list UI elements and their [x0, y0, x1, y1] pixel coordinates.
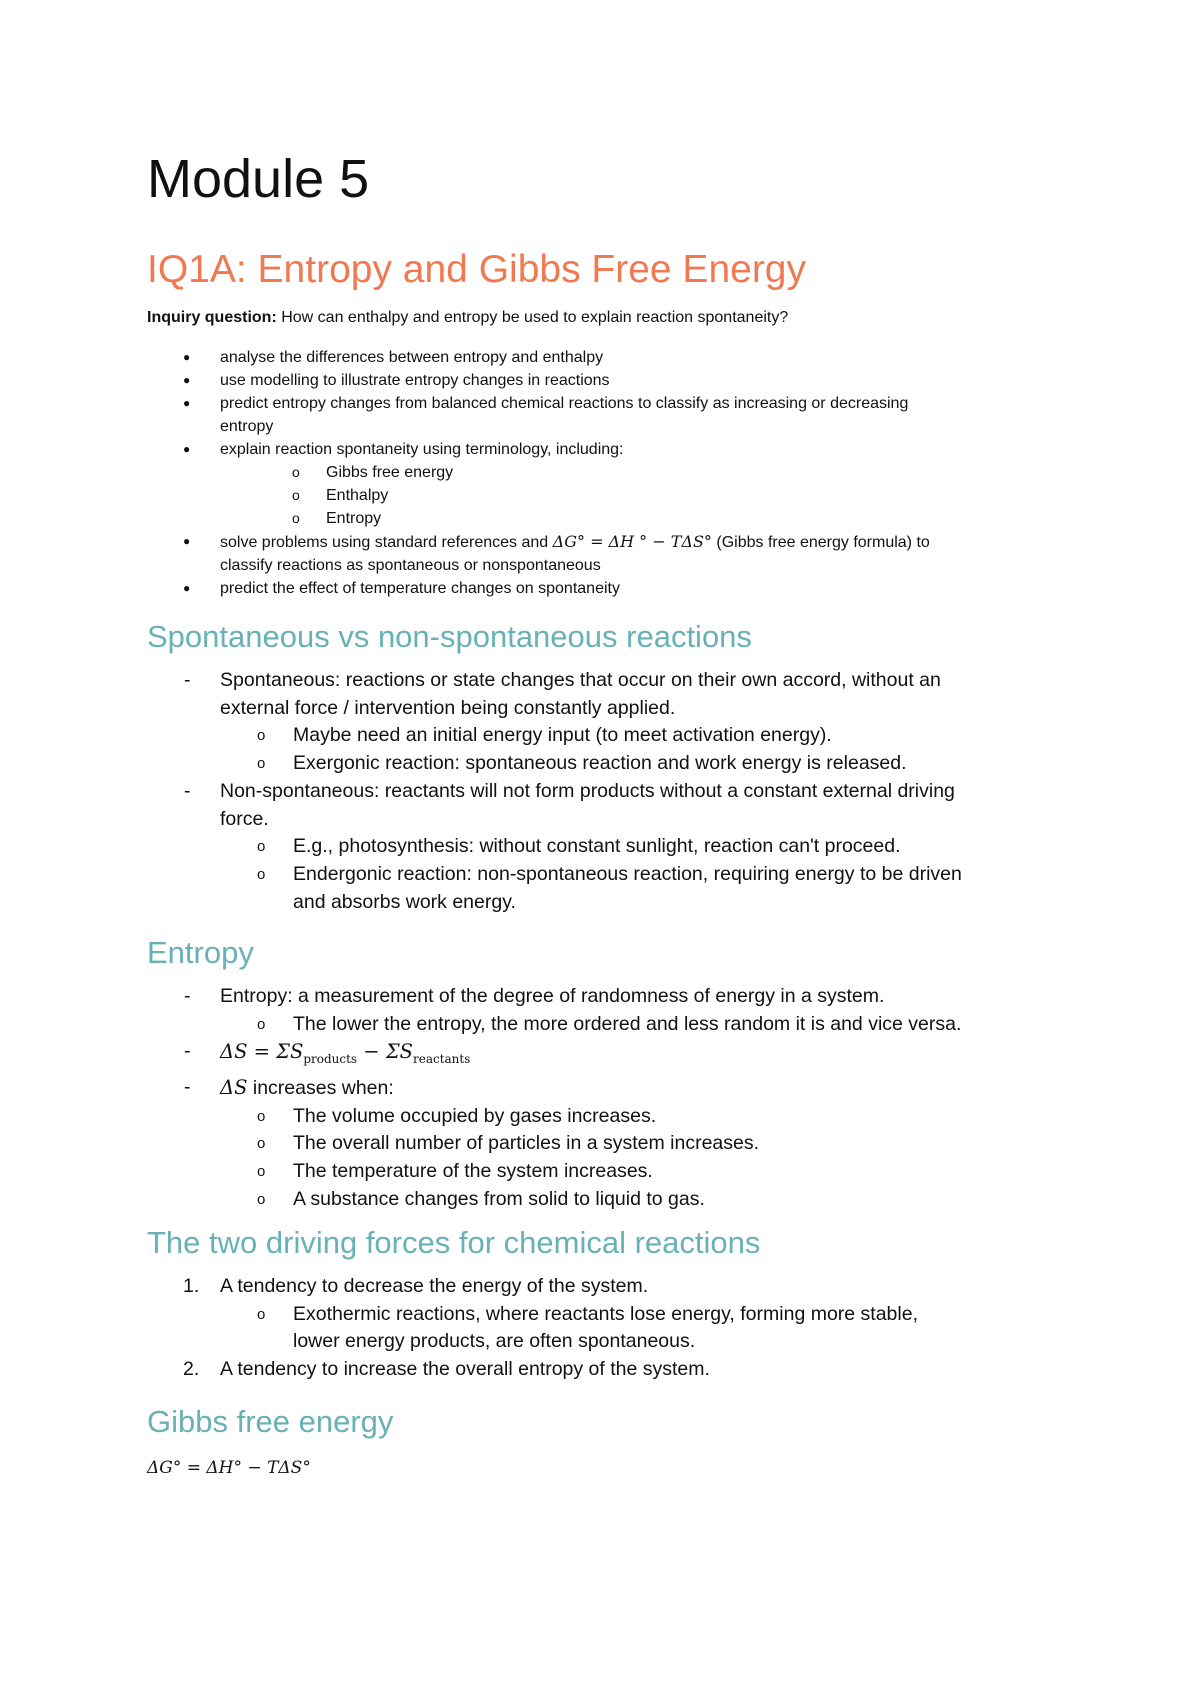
list-item: - Non-spontaneous: reactants will not form products without a constant external driving [147, 778, 1077, 806]
sub-bullet-icon: o [292, 464, 300, 480]
sub-bullet-icon: o [257, 1163, 266, 1181]
dash-icon: - [184, 779, 191, 802]
heading-entropy: Entropy [147, 935, 254, 970]
entropy-equation: $\Delta S = \Sigma S_{products} - \Sigma S_{reactants}$ [220, 1040, 471, 1067]
sub-bullet-icon: o [292, 487, 300, 503]
sub-list-item-continuation: lower energy products, are often spontaneous. [293, 1330, 696, 1353]
sub-bullet-icon: o [257, 1305, 266, 1323]
list-item: ● solve problems using standard references and ΔG° = ΔH ° − TΔS° (Gibbs free energy formula) to [183, 532, 930, 551]
spontaneous-list [147, 667, 1077, 916]
list-item-continuation: classify reactions as spontaneous or nonspontaneous [220, 557, 601, 574]
list-item: ● explain reaction spontaneity using terminology, including: [147, 438, 1047, 461]
sub-list-item: o Gibbs free energy [147, 461, 1047, 484]
inquiry-question [147, 307, 788, 329]
sub-list-item: o Exothermic reactions, where reactants lose energy, forming more stable, [147, 1301, 1077, 1329]
inquiry-text: How can enthalpy and entropy be used to explain reaction spontaneity? [276, 309, 789, 326]
list-item: 1. A tendency to decrease the energy of the system. [147, 1273, 1077, 1301]
sub-bullet-icon: o [257, 727, 266, 745]
sub-bullet-icon: o [257, 865, 266, 883]
driving-forces-list [147, 1273, 1077, 1384]
sub-list-item: o The lower the entropy, the more ordered and less random it is and vice versa. [147, 1011, 1077, 1039]
list-item: 2. A tendency to increase the overall entropy of the system. [147, 1356, 1077, 1384]
list-item [147, 1038, 1077, 1074]
list-item-continuation: entropy [220, 418, 274, 435]
syllabus-list [147, 346, 1047, 600]
sub-list-item: o The volume occupied by gases increases. [147, 1103, 1077, 1131]
bullet-icon: ● [183, 373, 191, 387]
list-number: 2. [183, 1358, 200, 1381]
list-item: - Entropy: a measurement of the degree of randomness of energy in a system. [147, 983, 1077, 1011]
heading-gibbs: Gibbs free energy [147, 1404, 394, 1439]
dash-icon: - [184, 985, 191, 1007]
bullet-icon: ● [183, 396, 191, 410]
sub-bullet-icon: o [292, 510, 300, 526]
dash-icon: - [184, 669, 191, 691]
bullet-icon: ● [183, 581, 191, 595]
gibbs-formula: ΔG° = ΔH° − TΔS° [147, 1458, 311, 1478]
list-item: - ΔS increases when: [147, 1074, 1077, 1103]
dash-icon: - [184, 1076, 191, 1098]
bullet-icon: ● [183, 442, 191, 456]
sub-bullet-icon: o [257, 755, 266, 773]
sub-list-item: o Endergonic reaction: non-spontaneous reaction, requiring energy to be driven [147, 861, 1077, 889]
sub-list-item: o The overall number of particles in a system increases. [147, 1130, 1077, 1158]
sub-bullet-icon: o [257, 838, 266, 856]
sub-list-item: o Enthalpy [147, 484, 1047, 507]
sub-list-item: o E.g., photosynthesis: without constant sunlight, reaction can't proceed. [147, 833, 1077, 861]
list-item-continuation: force. [220, 807, 269, 830]
section-title: IQ1A: Entropy and Gibbs Free Energy [147, 248, 807, 291]
bullet-icon: ● [183, 534, 191, 548]
heading-spontaneous: Spontaneous vs non-spontaneous reactions [147, 619, 752, 654]
page-title: Module 5 [147, 149, 370, 209]
sub-list-item: o Entropy [147, 507, 1047, 530]
list-item: ● analyse the differences between entropy and enthalpy [147, 346, 1047, 369]
sub-list-item: o Maybe need an initial energy input (to meet activation energy). [147, 722, 1077, 750]
list-item-continuation: external force / intervention being constantly applied. [220, 696, 676, 719]
bullet-icon: ● [183, 350, 191, 364]
list-number: 1. [183, 1275, 200, 1297]
gibbs-formula-inline: ΔG° = ΔH ° − TΔS° [552, 532, 712, 551]
sub-bullet-icon: o [257, 1015, 266, 1033]
sub-list-item: o A substance changes from solid to liquid to gas. [147, 1186, 1077, 1214]
list-item: ● use modelling to illustrate entropy changes in reactions [147, 369, 1047, 392]
list-item: - Spontaneous: reactions or state changes that occur on their own accord, without an [147, 667, 1077, 695]
entropy-list [147, 983, 1077, 1214]
sub-bullet-icon: o [257, 1107, 266, 1125]
list-item: ● predict the effect of temperature changes on spontaneity [147, 577, 1047, 600]
sub-bullet-icon: o [257, 1190, 266, 1208]
dash-icon: - [184, 1040, 191, 1063]
sub-list-item: o Exergonic reaction: spontaneous reaction and work energy is released. [147, 750, 1077, 778]
sub-list-item-continuation: and absorbs work energy. [293, 890, 516, 913]
sub-list-item: o The temperature of the system increases. [147, 1158, 1077, 1186]
sub-bullet-icon: o [257, 1135, 266, 1153]
heading-driving-forces: The two driving forces for chemical reactions [147, 1225, 761, 1260]
list-item: ● predict entropy changes from balanced chemical reactions to classify as increasing or decreasing [147, 392, 1047, 415]
inquiry-label: Inquiry question: [147, 309, 277, 326]
